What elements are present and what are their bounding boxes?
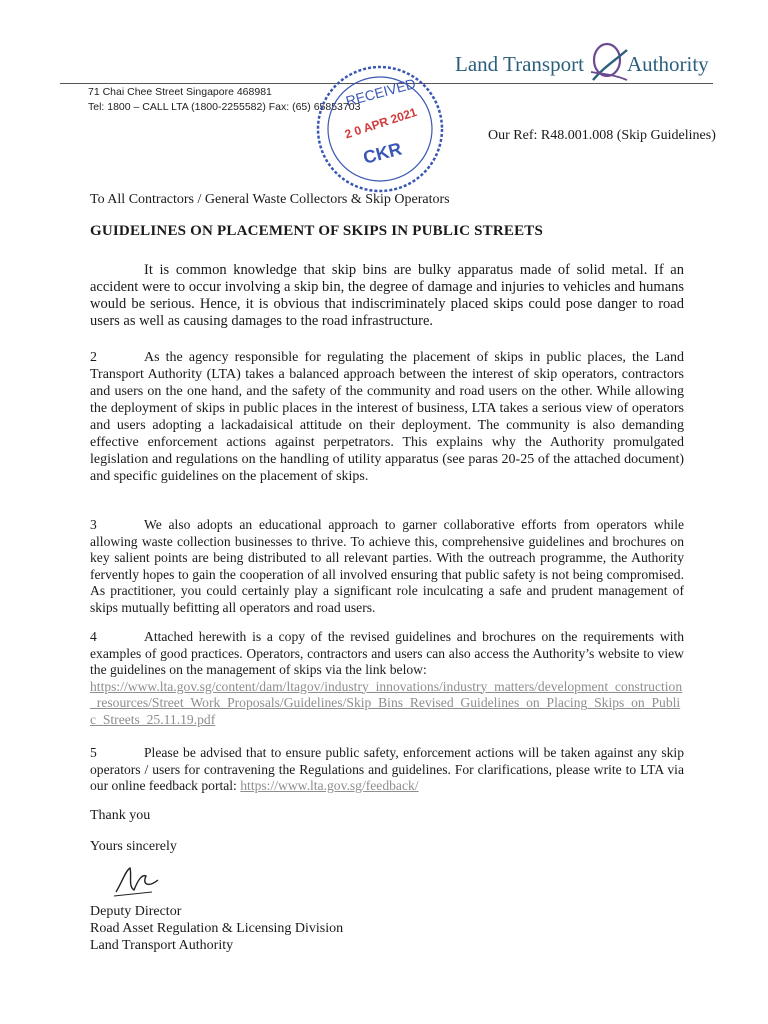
paragraph-5-text: Please be advised that to ensure public safety, enforcement actions will be taken against any skip operators / users for contravening the Regulations and guidelines. For clarifications, please write to LTA via our online feedback portal: [90,745,684,793]
feedback-link[interactable]: https://www.lta.gov.sg/feedback/ [240,778,419,793]
paragraph-5 [90,745,684,795]
thank-you: Thank you [90,808,151,823]
logo-text-left: Land Transport [455,52,584,76]
paragraph-4 [90,629,684,728]
paragraph-3-text: We also adopts an educational approach to garner collaborative efforts from operators while allowing waste collection businesses to thrive. To achieve this, comprehensive guidelines and brochures on key salient points are being distributed to all relevant parties. With the outreach programme, the Authority fervently hopes to gain the cooperation of all involved ensuring that public safety is not being compromised. As practitioner, you could certainly play a significant role inculcating a safe and prudent management of skips mutually befitting all operators and road users. [90,517,684,615]
paragraph-4-text: Attached herewith is a copy of the revised guidelines and brochures on the requirements with examples of good practices. Operators, contractors and users can also access the Authority’s website to view the guidelines on the management of skips via the link below: [90,629,684,677]
paragraph-2-text: As the agency responsible for regulating the placement of skips in public places, the Land Transport Authority (LTA) takes a balanced approach between the interest of skip operators, contractors and users on the one hand, and the safety of the community and road users on the other. While allowing the deployment of skips in public places in the interest of business, LTA takes a serious view of operators and users adopting a lackadaisical attitude on their deployment. The community is also demanding effective enforcement actions against perpetrators. This explains why the Authority promulgated legislation and regulations on the handling of utility apparatus (see paras 20-25 of the attached document) and specific guidelines on the placement of skips. [90,350,684,484]
address-line-1: 71 Chai Chee Street Singapore 468981 [88,86,272,98]
signature [112,862,162,900]
logo-text-right: Authority [627,52,709,76]
paragraph-3-number: 3 [90,517,97,532]
stamp-date-text: 2 0 APR 2021 [342,104,419,142]
paragraph-5-number: 5 [90,745,97,760]
paragraph-4-number: 4 [90,629,97,644]
letter-title: GUIDELINES ON PLACEMENT OF SKIPS IN PUBLIC STREETS [90,223,544,239]
paragraph-3 [90,517,684,616]
lta-logo-mark-icon [583,38,631,86]
guidelines-link[interactable]: https://www.lta.gov.sg/content/dam/ltagov/industry_innovations/industry_matters/development_construction_resources/Street_Work_Proposals/Guidelines/Skip_Bins_Revised_Guidelines_on_Placing_Skips_on_Public_Streets_25.11.19.pdf [90,678,683,727]
paragraph-2 [90,349,684,485]
our-reference: Our Ref: R48.001.008 (Skip Guidelines) [488,128,716,143]
stamp-received-text: RECEIVED [344,75,418,110]
signatory-organisation: Land Transport Authority [90,938,234,953]
yours-sincerely: Yours sincerely [90,839,177,854]
stamp-initials-text: CKR [361,138,404,168]
signatory-title: Deputy Director [90,904,182,919]
received-stamp [300,55,465,205]
paragraph-1-text: It is common knowledge that skip bins are bulky apparatus made of solid metal. If an accident were to occur involving a skip bin, the degree of damage and injuries to vehicles and humans would be serious. Hence, it is obvious that indiscriminately placed skips could pose danger to road users as well as causing damages to the road infrastructure. [90,262,684,329]
recipients: To All Contractors / General Waste Collectors & Skip Operators [90,192,450,207]
address-line-2: Tel: 1800 – CALL LTA (1800-2255582) Fax: (65) 65853703 [88,101,361,113]
signatory-division: Road Asset Regulation & Licensing Division [90,921,344,936]
paragraph-2-number: 2 [90,350,97,365]
paragraph-1 [90,262,684,330]
lta-logo [455,38,720,88]
